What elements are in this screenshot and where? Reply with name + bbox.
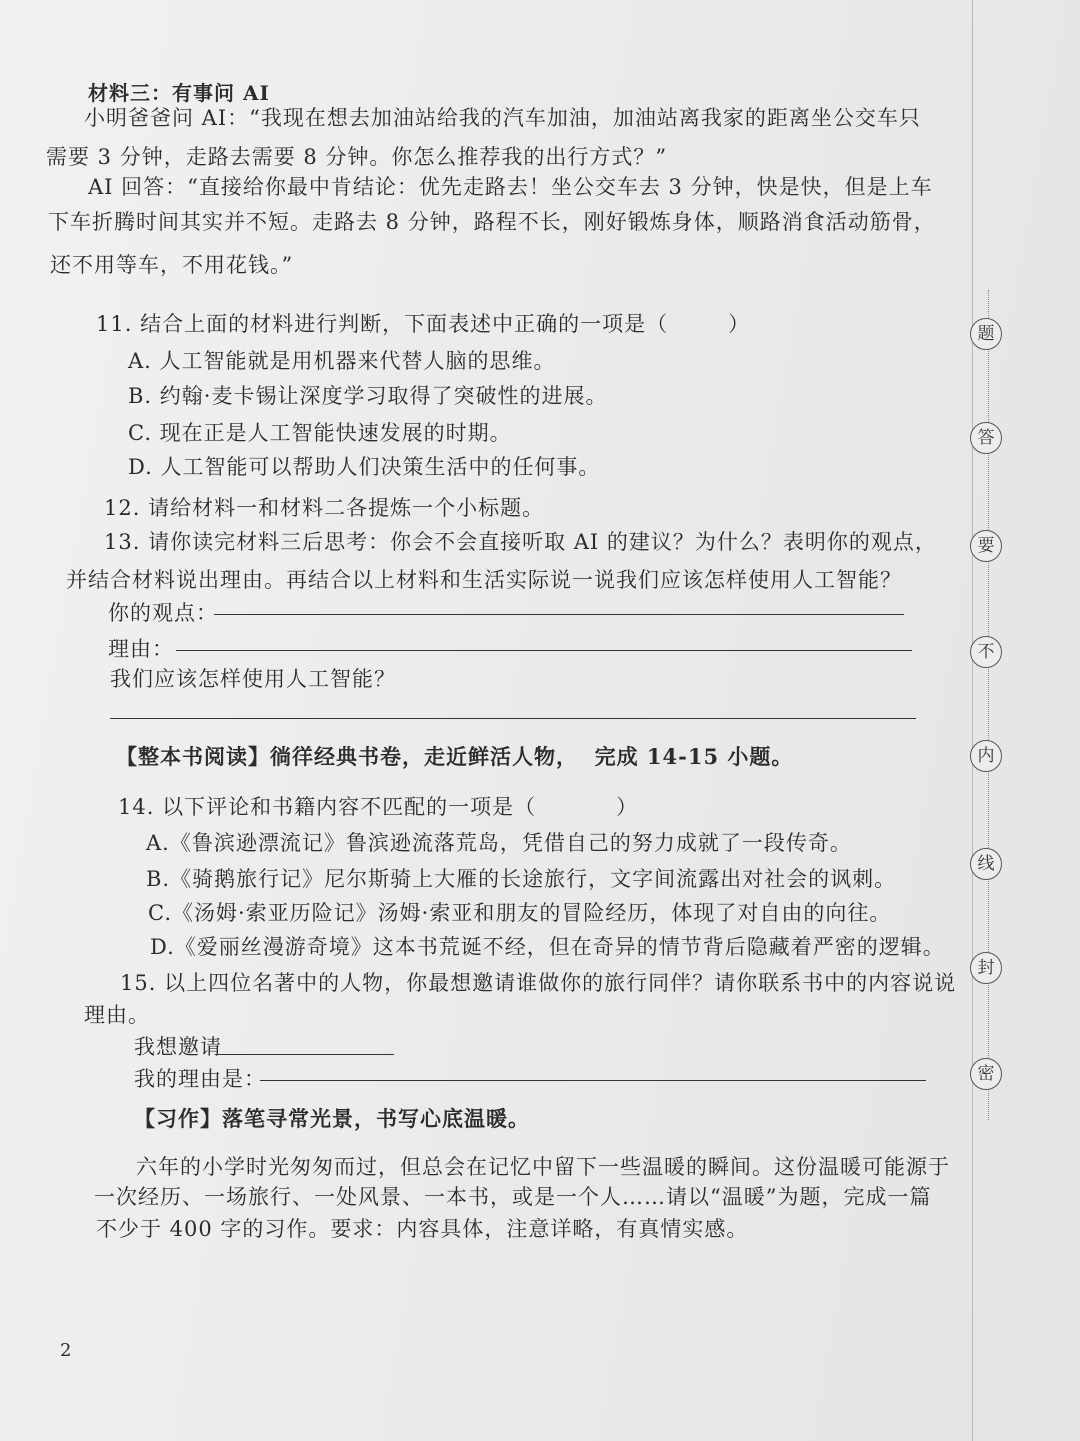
q11-option-c: C. 现在正是人工智能快速发展的时期。: [128, 421, 512, 445]
binding-seal-bu: 不: [970, 636, 1002, 668]
q12-stem: 12. 请给材料一和材料二各提炼一个小标题。: [104, 496, 545, 520]
q15-invite-line[interactable]: [218, 1054, 394, 1055]
q13-reason-label: 理由：: [108, 637, 174, 661]
material3-answer-line3: 还不用等车，不用花钱。”: [50, 253, 294, 277]
q14-option-d: D.《爱丽丝漫游奇境》这本书荒诞不经，但在奇异的情节背后隐藏着严密的逻辑。: [150, 935, 945, 959]
q11-close-paren: ）: [728, 312, 751, 336]
q13-howto-line[interactable]: [110, 718, 916, 719]
q13-viewpoint-label: 你的观点：: [108, 601, 218, 625]
binding-seal-feng: 封: [970, 952, 1002, 984]
q13-line1: 13. 请你读完材料三后思考：你会不会直接听取 AI 的建议？为什么？表明你的观点，: [104, 530, 937, 554]
q15-reason-label: 我的理由是：: [134, 1067, 266, 1091]
material3-title: 材料三：有事问 AI: [88, 81, 270, 105]
writing-line3: 不少于 400 字的习作。要求：内容具体，注意详略，有真情实感。: [96, 1217, 749, 1241]
section-writing-heading: [134, 1104, 530, 1134]
binding-seal-xian: 线: [970, 848, 1002, 880]
q14-close-paren: ）: [616, 795, 639, 819]
q14-option-c: C.《汤姆·索亚历险记》汤姆·索亚和朋友的冒险经历，体现了对自由的向往。: [148, 901, 892, 925]
q11-option-d: D. 人工智能可以帮助人们决策生活中的任何事。: [128, 455, 601, 479]
material3-question-line2: 需要 3 分钟，走路去需要 8 分钟。你怎么推荐我的出行方式？”: [46, 145, 668, 169]
q14-option-a: A.《鲁滨逊漂流记》鲁滨逊流落荒岛，凭借自己的努力成就了一段传奇。: [146, 831, 852, 855]
binding-margin-rule: [972, 0, 973, 1441]
page-number: 2: [60, 1340, 72, 1361]
q13-reason-line[interactable]: [176, 650, 912, 651]
q15-invite-label: 我想邀请: [134, 1035, 222, 1059]
writing-line1: 六年的小学时光匆匆而过，但总会在记忆中留下一些温暖的瞬间。这份温暖可能源于: [136, 1155, 950, 1179]
section-book-heading: [116, 742, 793, 772]
q13-viewpoint-line[interactable]: [214, 614, 904, 615]
section-book-label: 【整本书阅读】: [116, 744, 270, 769]
material3-question-line1: 小明爸爸问 AI：“我现在想去加油站给我的汽车加油，加油站离我家的距离坐公交车只: [84, 106, 921, 130]
section-book-tail: 完成 14-15 小题。: [594, 744, 794, 769]
q11-option-a: A. 人工智能就是用机器来代替人脑的思维。: [128, 349, 556, 373]
material3-answer-line2: 下车折腾时间其实并不短。走路去 8 分钟，路程不长，刚好锻炼身体，顺路消食活动筋骨，: [48, 210, 936, 234]
q11-stem: [96, 309, 750, 339]
section-writing-text: 落笔寻常光景，书写心底温暖。: [222, 1106, 530, 1131]
q14-option-b: B.《骑鹅旅行记》尼尔斯骑上大雁的长途旅行，文字间流露出对社会的讽刺。: [146, 867, 897, 891]
section-writing-label: 【习作】: [134, 1106, 222, 1131]
writing-line2: 一次经历、一场旅行、一处风景、一本书，或是一个人……请以“温暖”为题，完成一篇: [94, 1185, 932, 1209]
binding-seal-da: 答: [970, 422, 1002, 454]
q11-option-b: B. 约翰·麦卡锡让深度学习取得了突破性的进展。: [128, 384, 608, 408]
q13-howto-label: 我们应该怎样使用人工智能？: [110, 667, 396, 691]
q14-stem-text: 14. 以下评论和书籍内容不匹配的一项是（: [118, 795, 537, 819]
binding-seal-nei: 内: [970, 740, 1002, 772]
q14-stem: [118, 792, 638, 822]
material3-answer-line1: AI 回答：“直接给你最中肯结论：优先走路去！坐公交车去 3 分钟，快是快，但是上车: [88, 175, 933, 199]
section-book-text: 徜徉经典书卷，走近鲜活人物，: [270, 744, 578, 769]
q13-line2: 并结合材料说出理由。再结合以上材料和生活实际说一说我们应该怎样使用人工智能？: [66, 568, 902, 592]
q15-reason-line[interactable]: [260, 1080, 926, 1081]
binding-seal-mi: 密: [970, 1058, 1002, 1090]
q15-line2: 理由。: [84, 1003, 150, 1027]
binding-dotted-line: [988, 290, 989, 1120]
q15-line1: 15. 以上四位名著中的人物，你最想邀请谁做你的旅行同伴？请你联系书中的内容说说: [120, 971, 957, 995]
binding-seal-yao: 要: [970, 530, 1002, 562]
binding-seal-ti: 题: [970, 318, 1002, 350]
q11-stem-text: 11. 结合上面的材料进行判断，下面表述中正确的一项是（: [96, 312, 669, 336]
